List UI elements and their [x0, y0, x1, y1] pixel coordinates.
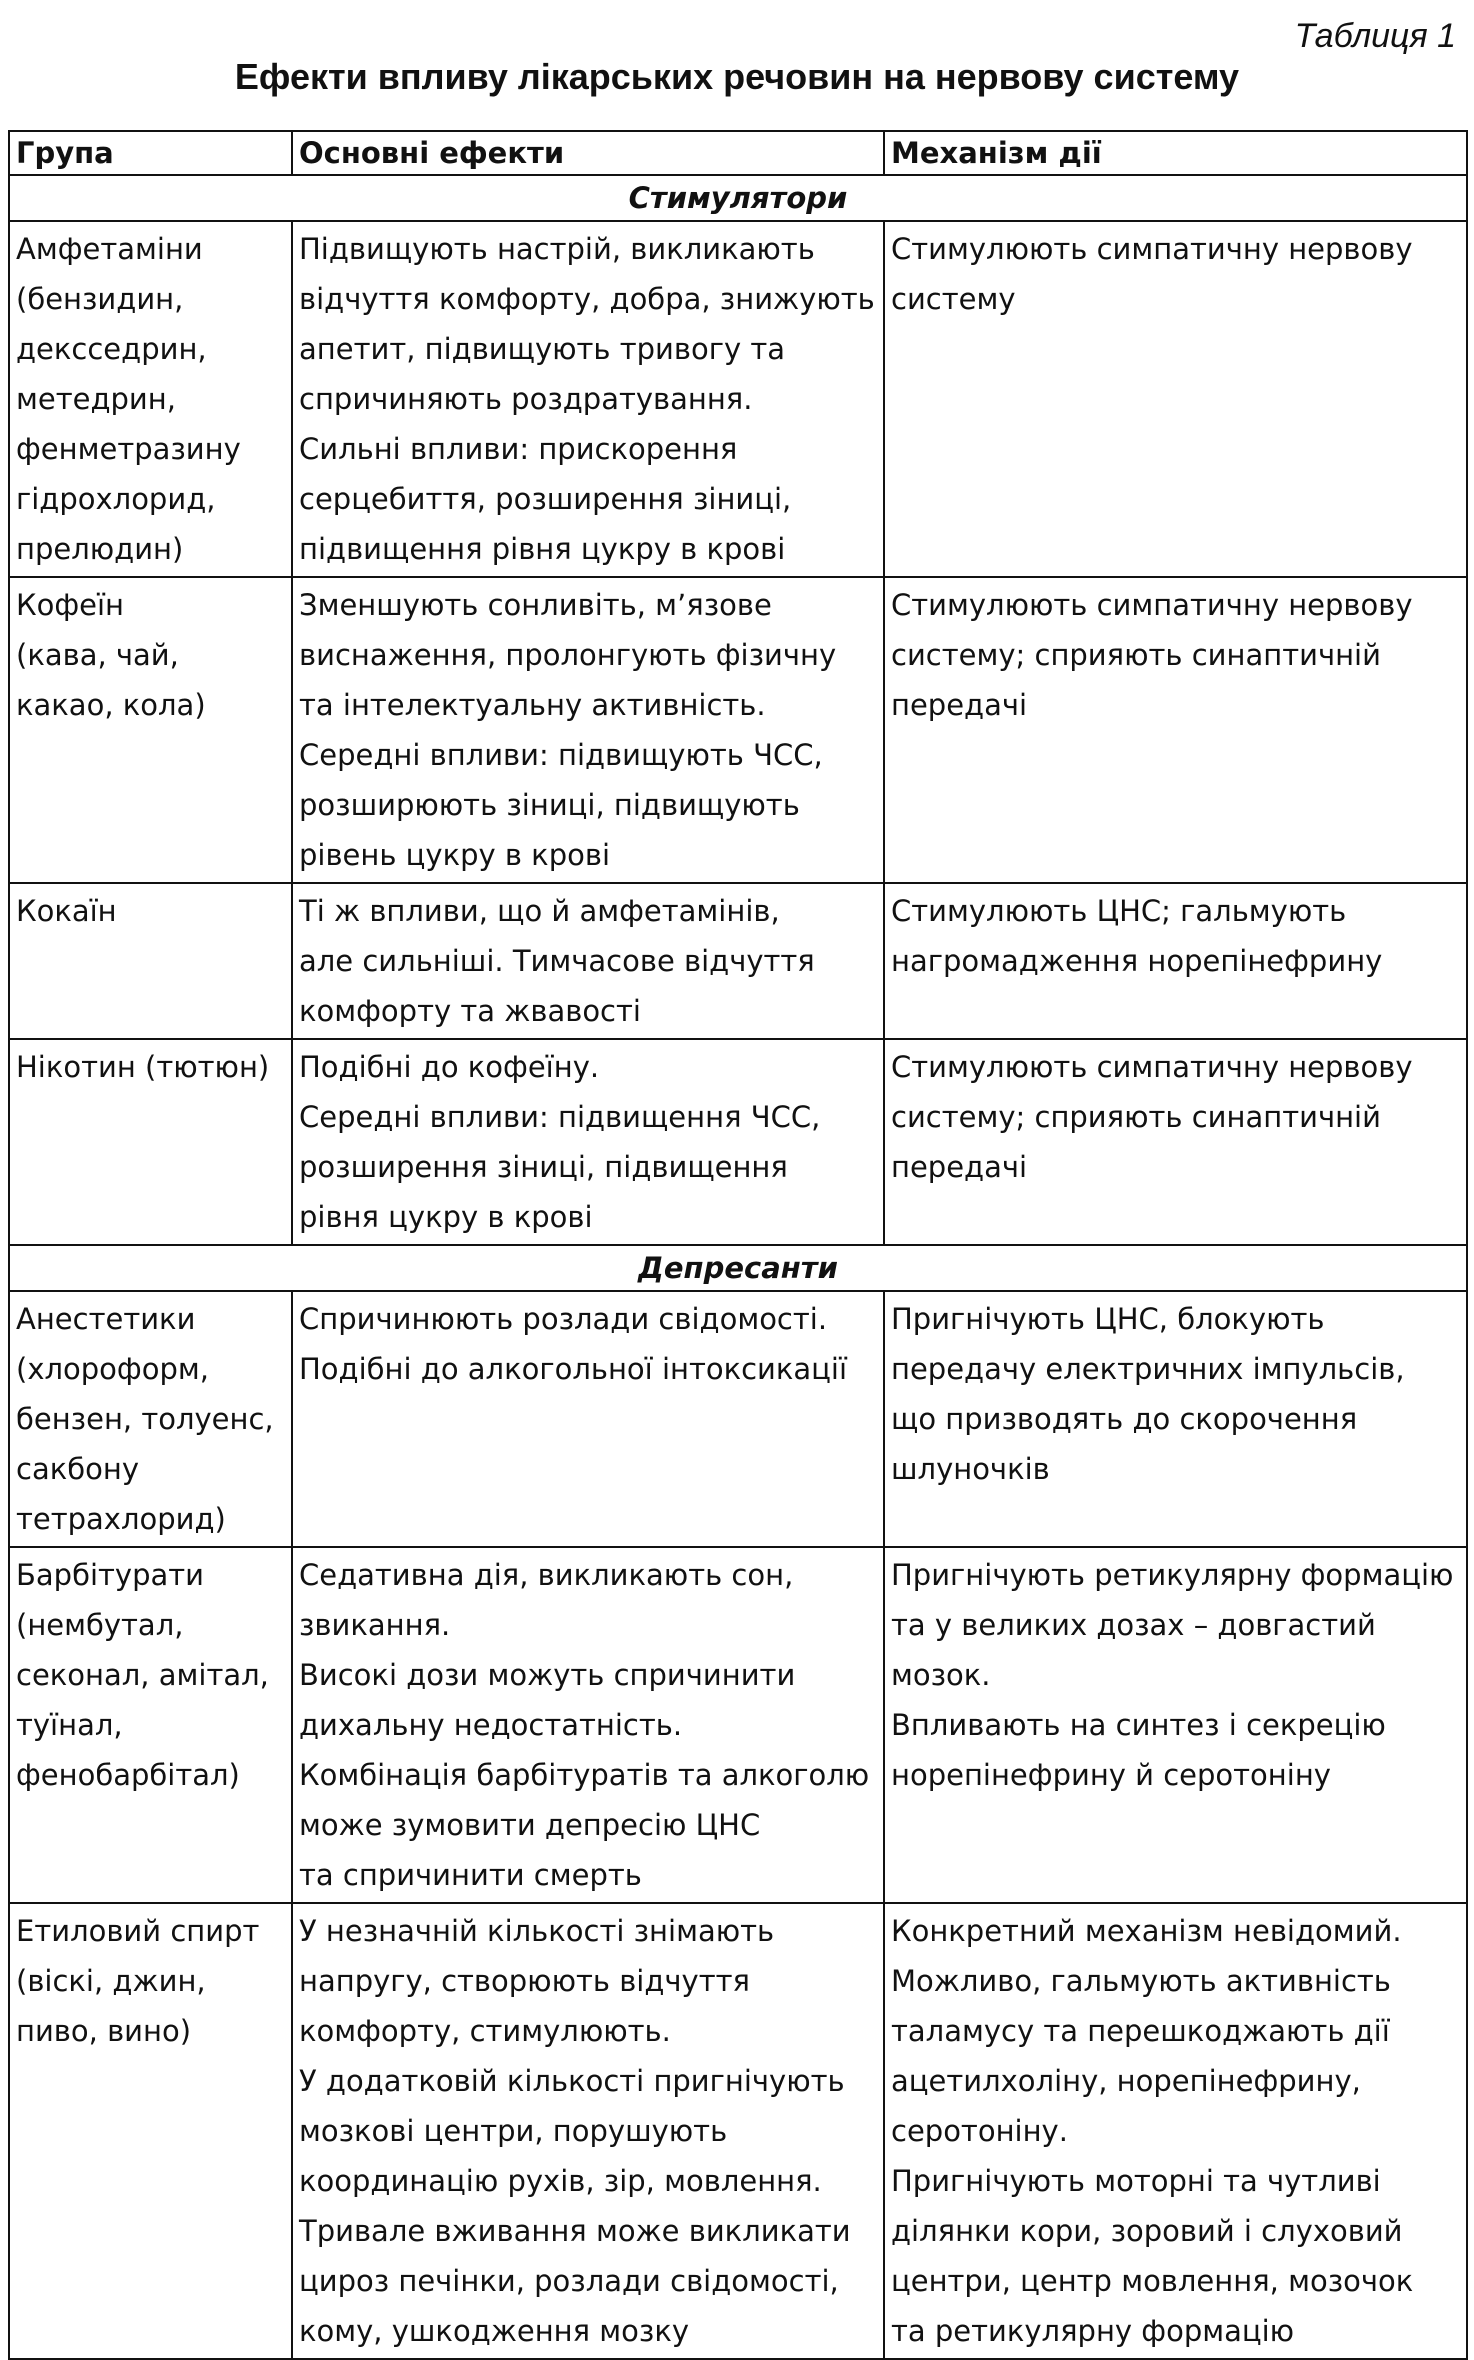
- group-cell: [9, 1039, 292, 1245]
- effects-cell-line: Подібні до кофеїну.: [299, 1050, 600, 1084]
- table-row: [9, 1547, 1467, 1903]
- effects-cell-line: Середні впливи: підвищують ЧСС,: [299, 738, 823, 772]
- mechanism-cell-line: та ретикулярну формацію: [891, 2314, 1295, 2348]
- table-number-label: Таблиця 1: [1294, 17, 1456, 55]
- group-cell-line: (кава, чай,: [16, 638, 179, 672]
- table-row: [9, 1291, 1467, 1547]
- table-title: Ефекти впливу лікарських речовин на нервову систему: [234, 56, 1240, 97]
- group-cell: [9, 577, 292, 883]
- effects-cell-line: Підвищують настрій, викликають: [299, 232, 815, 266]
- effects-cell-line: підвищення рівня цукру в крові: [299, 532, 786, 566]
- mechanism-cell-line: нагромадження норепінефрину: [891, 944, 1383, 978]
- effects-cell: [292, 577, 884, 883]
- group-cell-line: туїнал,: [16, 1708, 123, 1742]
- mechanism-cell-line: Пригнічують ЦНС, блокують: [891, 1302, 1325, 1336]
- group-cell: [9, 1903, 292, 2359]
- group-cell-line: прелюдин): [16, 532, 184, 566]
- mechanism-cell-line: передачу електричних імпульсів,: [891, 1352, 1405, 1386]
- group-cell-line: бензен, толуенс,: [16, 1402, 274, 1436]
- effects-cell-line: Високі дози можуть спричинити: [299, 1658, 796, 1692]
- mechanism-cell-line: ділянки кори, зоровий і слуховий: [891, 2214, 1403, 2248]
- group-cell-line: Етиловий спирт: [16, 1914, 260, 1948]
- effects-cell-line: Комбінація барбітуратів та алкоголю: [299, 1758, 870, 1792]
- mechanism-cell-line: Стимулюють симпатичну нервову: [891, 588, 1413, 622]
- mechanism-cell: [884, 1903, 1467, 2359]
- effects-cell-line: Подібні до алкогольної інтоксикації: [299, 1352, 848, 1386]
- effects-cell-line: У додатковій кількості пригнічують: [299, 2064, 845, 2098]
- group-cell-line: секонал, амітал,: [16, 1658, 269, 1692]
- effects-cell-line: але сильніші. Тимчасове відчуття: [299, 944, 815, 978]
- effects-cell-line: рівня цукру в крові: [299, 1200, 593, 1234]
- effects-cell-line: Зменшують сонливіть, м’язове: [299, 588, 772, 622]
- effects-cell-line: розширення зіниці, підвищення: [299, 1150, 788, 1184]
- effects-cell-line: рівень цукру в крові: [299, 838, 610, 872]
- section-row: [9, 175, 1467, 221]
- group-cell-line: фенобарбітал): [16, 1758, 240, 1792]
- effects-cell-line: мозкові центри, порушують: [299, 2114, 728, 2148]
- effects-cell-line: Середні впливи: підвищення ЧСС,: [299, 1100, 821, 1134]
- group-cell-line: Нікотин (тютюн): [16, 1050, 270, 1084]
- effects-cell-line: та інтелектуальну активність.: [299, 688, 766, 722]
- mechanism-cell-line: таламусу та перешкоджають дії: [891, 2014, 1390, 2048]
- effects-cell-line: відчуття комфорту, добра, знижують: [299, 282, 875, 316]
- effects-cell-line: дихальну недостатність.: [299, 1708, 683, 1742]
- effects-cell: [292, 1039, 884, 1245]
- mechanism-cell-line: центри, центр мовлення, мозочок: [891, 2264, 1414, 2298]
- group-cell: [9, 1291, 292, 1547]
- mechanism-cell-line: систему: [891, 282, 1016, 316]
- table-row: [9, 1903, 1467, 2359]
- table-row: [9, 577, 1467, 883]
- effects-cell-line: звикання.: [299, 1608, 451, 1642]
- group-cell-line: Кофеїн: [16, 588, 124, 622]
- group-cell-line: Амфетаміни: [16, 232, 203, 266]
- group-cell-line: пиво, вино): [16, 2014, 192, 2048]
- effects-cell: [292, 883, 884, 1039]
- section-title: Депресанти: [9, 1245, 1467, 1291]
- group-cell-line: тетрахлорид): [16, 1502, 226, 1536]
- effects-cell: [292, 221, 884, 577]
- mechanism-cell-line: норепінефрину й серотоніну: [891, 1758, 1331, 1792]
- table-header-row: [9, 131, 1467, 175]
- section-title: Стимулятори: [9, 175, 1467, 221]
- group-cell-line: сакбону: [16, 1452, 139, 1486]
- header-effects: Основні ефекти: [292, 131, 884, 175]
- effects-cell-line: Ті ж впливи, що й амфетамінів,: [299, 894, 780, 928]
- mechanism-cell: [884, 1039, 1467, 1245]
- effects-cell-line: Спричинюють розлади свідомості.: [299, 1302, 828, 1336]
- group-cell-line: Барбітурати: [16, 1558, 204, 1592]
- effects-cell-line: координацію рухів, зір, мовлення.: [299, 2164, 822, 2198]
- group-cell-line: (нембутал,: [16, 1608, 184, 1642]
- mechanism-cell-line: мозок.: [891, 1658, 991, 1692]
- mechanism-cell-line: ацетилхоліну, норепінефрину,: [891, 2064, 1361, 2098]
- group-cell-line: Анестетики: [16, 1302, 196, 1336]
- group-cell-line: (хлороформ,: [16, 1352, 209, 1386]
- effects-cell-line: напругу, створюють відчуття: [299, 1964, 750, 1998]
- group-cell: [9, 883, 292, 1039]
- effects-cell-line: апетит, підвищують тривогу та: [299, 332, 786, 366]
- mechanism-cell: [884, 1547, 1467, 1903]
- mechanism-cell-line: Стимулюють симпатичну нервову: [891, 232, 1413, 266]
- section-row: [9, 1245, 1467, 1291]
- effects-cell-line: У незначній кількості знімають: [299, 1914, 775, 1948]
- table-row: [9, 1039, 1467, 1245]
- drug-effects-table: [8, 130, 1468, 2360]
- mechanism-cell-line: що призводять до скорочення: [891, 1402, 1358, 1436]
- group-cell-line: (віскі, джин,: [16, 1964, 206, 1998]
- effects-cell: [292, 1547, 884, 1903]
- mechanism-cell: [884, 577, 1467, 883]
- effects-cell-line: може зумовити депресію ЦНС: [299, 1808, 761, 1842]
- header-mechanism: Механізм дії: [884, 131, 1467, 175]
- table-body: [9, 175, 1467, 2359]
- mechanism-cell-line: Стимулюють ЦНС; гальмують: [891, 894, 1347, 928]
- mechanism-cell-line: передачі: [891, 1150, 1028, 1184]
- effects-cell-line: серцебиття, розширення зіниці,: [299, 482, 792, 516]
- mechanism-cell: [884, 1291, 1467, 1547]
- mechanism-cell-line: Конкретний механізм невідомий.: [891, 1914, 1402, 1948]
- effects-cell-line: Сильні впливи: прискорення: [299, 432, 738, 466]
- mechanism-cell: [884, 883, 1467, 1039]
- mechanism-cell-line: передачі: [891, 688, 1028, 722]
- group-cell-line: дексседрин,: [16, 332, 207, 366]
- effects-cell-line: цироз печінки, розлади свідомості,: [299, 2264, 839, 2298]
- mechanism-cell-line: Можливо, гальмують активність: [891, 1964, 1391, 1998]
- effects-cell: [292, 1903, 884, 2359]
- mechanism-cell-line: Пригнічують моторні та чутливі: [891, 2164, 1381, 2198]
- mechanism-cell-line: Пригнічують ретикулярну формацію: [891, 1558, 1454, 1592]
- group-cell-line: Кокаїн: [16, 894, 117, 928]
- effects-cell-line: спричиняють роздратування.: [299, 382, 753, 416]
- effects-cell-line: комфорту, стимулюють.: [299, 2014, 671, 2048]
- mechanism-cell-line: шлуночків: [891, 1452, 1050, 1486]
- mechanism-cell-line: систему; сприяють синаптичній: [891, 1100, 1381, 1134]
- effects-cell-line: Тривале вживання може викликати: [299, 2214, 851, 2248]
- group-cell: [9, 221, 292, 577]
- effects-cell-line: Седативна дія, викликають сон,: [299, 1558, 794, 1592]
- group-cell-line: (бензидин,: [16, 282, 184, 316]
- group-cell-line: метедрин,: [16, 382, 176, 416]
- mechanism-cell-line: систему; сприяють синаптичній: [891, 638, 1381, 672]
- group-cell-line: какао, кола): [16, 688, 206, 722]
- group-cell-line: гідрохлорид,: [16, 482, 216, 516]
- header-group: Група: [9, 131, 292, 175]
- effects-cell-line: виснаження, пролонгують фізичну: [299, 638, 837, 672]
- table-row: [9, 221, 1467, 577]
- effects-cell: [292, 1291, 884, 1547]
- group-cell-line: фенметразину: [16, 432, 241, 466]
- group-cell: [9, 1547, 292, 1903]
- effects-cell-line: комфорту та жвавості: [299, 994, 641, 1028]
- effects-cell-line: кому, ушкодження мозку: [299, 2314, 690, 2348]
- effects-cell-line: розширюють зіниці, підвищують: [299, 788, 800, 822]
- mechanism-cell-line: Стимулюють симпатичну нервову: [891, 1050, 1413, 1084]
- table-row: [9, 883, 1467, 1039]
- mechanism-cell-line: та у великих дозах – довгастий: [891, 1608, 1376, 1642]
- mechanism-cell: [884, 221, 1467, 577]
- mechanism-cell-line: Впливають на синтез і секрецію: [891, 1708, 1386, 1742]
- effects-cell-line: та спричинити смерть: [299, 1858, 642, 1892]
- mechanism-cell-line: серотоніну.: [891, 2114, 1068, 2148]
